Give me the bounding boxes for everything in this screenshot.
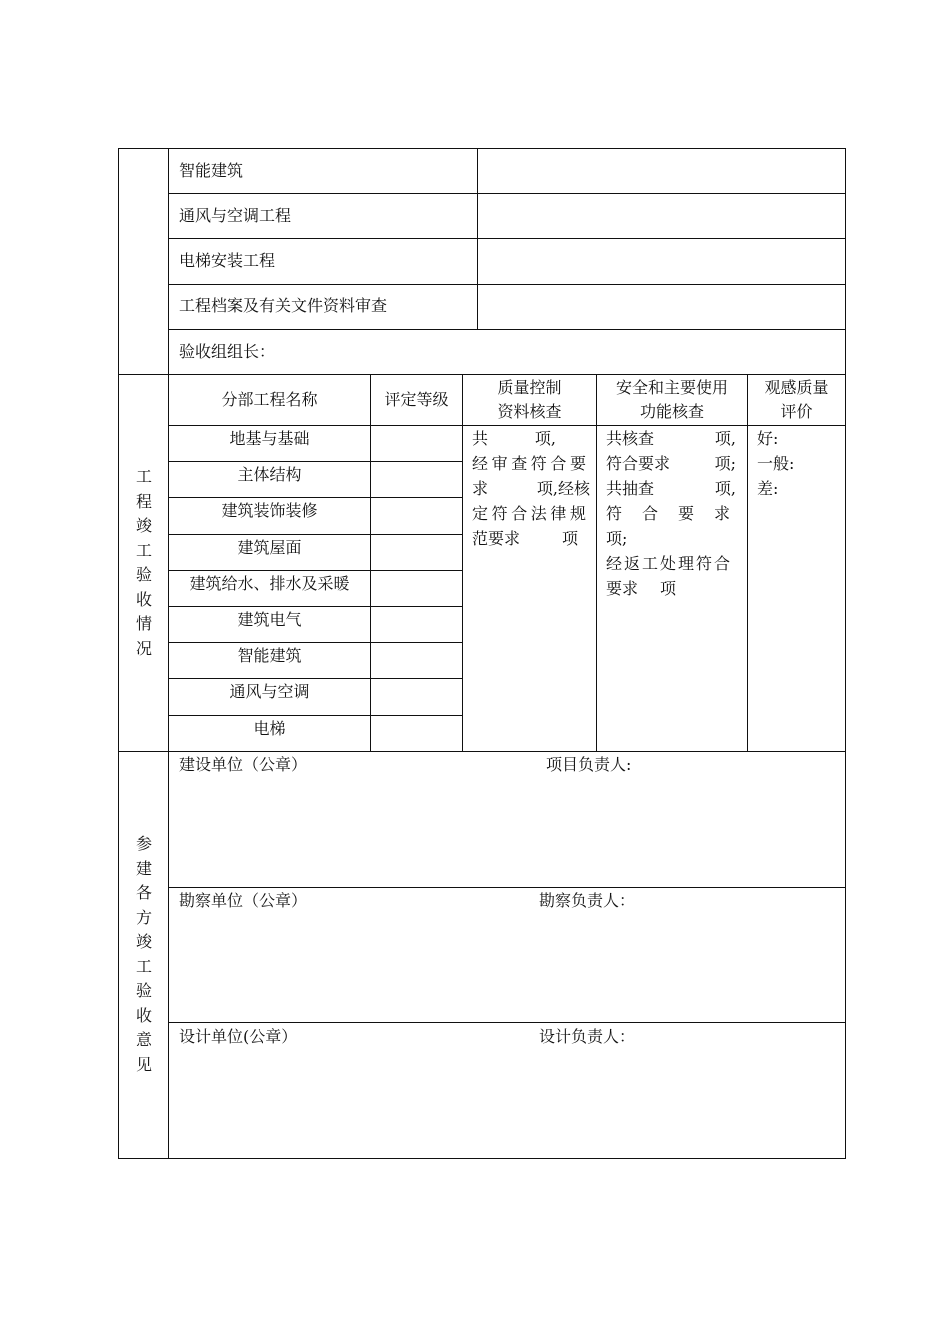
side-label-char: 收 <box>135 589 152 609</box>
header-quality-line2: 资料核查 <box>497 402 562 421</box>
safety-line <box>606 480 736 498</box>
side-label-char: 况 <box>135 638 152 658</box>
side-label-char: 收 <box>135 1005 152 1025</box>
side-label-text <box>134 465 154 661</box>
quality-text: 项, <box>534 429 556 448</box>
construction-unit-label: 建设单位（公章） <box>179 755 308 774</box>
side-label-char: 工 <box>135 540 152 560</box>
list-item: 主体结构 <box>237 465 302 484</box>
list-item: 电梯 <box>253 719 286 738</box>
list-item: 地基与基础 <box>229 429 310 448</box>
side-label-char: 各 <box>135 883 152 902</box>
look-poor: 差: <box>757 479 779 498</box>
top-row-value[interactable] <box>488 252 838 270</box>
quality-text: 项,经核 <box>536 479 590 498</box>
side-label-char: 建 <box>135 858 152 878</box>
header-look-line2: 评价 <box>780 402 813 421</box>
list-item: 建筑电气 <box>237 610 302 629</box>
survey-unit-label: 勘察单位（公章） <box>179 891 308 910</box>
construction-opinion-area[interactable] <box>179 780 829 880</box>
safety-text: 共核查 <box>606 429 655 448</box>
list-item: 建筑装饰装修 <box>221 501 318 520</box>
side-label-char: 参 <box>135 834 152 853</box>
safety-line <box>606 580 676 598</box>
list-item: 通风与空调 <box>229 682 310 701</box>
safety-text: 项; <box>606 529 628 548</box>
look-good: 好: <box>757 429 779 448</box>
completion-side-label <box>134 465 154 661</box>
side-label-char: 竣 <box>135 932 152 951</box>
side-label-char: 意 <box>135 1030 152 1049</box>
survey-head-label: 勘察负责人： <box>539 891 636 910</box>
look-average: 一般: <box>757 454 795 473</box>
construction-head-label: 项目负责人: <box>546 755 632 774</box>
safety-line <box>606 430 736 448</box>
top-row-value[interactable] <box>488 297 838 315</box>
quality-text: 项 <box>561 529 578 548</box>
quality-text: 定符合法律规 <box>472 504 590 523</box>
quality-line <box>472 530 578 548</box>
side-label-char: 竣 <box>135 516 152 535</box>
leader-label: 验收组组长： <box>179 342 276 361</box>
quality-text: 经审查符合要 <box>472 454 590 473</box>
top-row-label: 电梯安装工程 <box>179 251 276 270</box>
side-label-char: 验 <box>135 565 152 584</box>
quality-line <box>472 480 590 498</box>
header-grade: 评定等级 <box>384 390 449 409</box>
side-label-char: 方 <box>135 907 152 927</box>
header-look-line1: 观感质量 <box>764 378 829 397</box>
side-label-char: 见 <box>135 1054 152 1074</box>
side-label-char: 程 <box>135 491 152 511</box>
design-opinion-area[interactable] <box>179 1052 829 1152</box>
header-safety-line1: 安全和主要使用 <box>615 378 728 397</box>
header-name: 分部工程名称 <box>221 390 318 409</box>
list-item: 智能建筑 <box>237 646 302 665</box>
side-label-char: 工 <box>135 956 152 976</box>
top-row-label: 通风与空调工程 <box>179 206 292 225</box>
side-label-char: 情 <box>135 614 152 633</box>
list-item: 建筑屋面 <box>237 538 302 557</box>
header-quality-line1: 质量控制 <box>497 378 562 397</box>
opinions-side-label <box>134 832 154 1077</box>
top-row-value[interactable] <box>488 207 838 225</box>
safety-text: 项 <box>659 579 676 598</box>
safety-text: 符合要求 <box>606 454 671 473</box>
side-label-char: 验 <box>135 981 152 1000</box>
side-label-char: 工 <box>135 467 152 486</box>
safety-text: 项, <box>714 479 736 498</box>
design-unit-label: 设计单位(公章） <box>179 1027 298 1046</box>
safety-text: 经返工处理符合 <box>606 554 733 573</box>
safety-text: 共抽查 <box>606 479 655 498</box>
side-label-text <box>134 832 154 1077</box>
top-row-value[interactable] <box>488 162 838 180</box>
safety-text: 要求 <box>606 579 639 598</box>
safety-line <box>606 455 736 473</box>
header-safety-line2: 功能核查 <box>639 402 704 421</box>
quality-line <box>472 430 590 448</box>
quality-text: 求 <box>472 479 489 498</box>
safety-text: 符合要求 <box>606 504 751 523</box>
safety-text: 项; <box>714 454 736 473</box>
top-row-label: 工程档案及有关文件资料审查 <box>179 296 388 315</box>
design-head-label: 设计负责人： <box>539 1027 636 1046</box>
safety-text: 项, <box>714 429 736 448</box>
top-row-label: 智能建筑 <box>179 161 244 180</box>
list-item: 建筑给水、排水及采暖 <box>189 574 350 593</box>
quality-text: 共 <box>472 429 489 448</box>
survey-opinion-area[interactable] <box>179 916 829 1016</box>
quality-text: 范要求 <box>472 529 521 548</box>
